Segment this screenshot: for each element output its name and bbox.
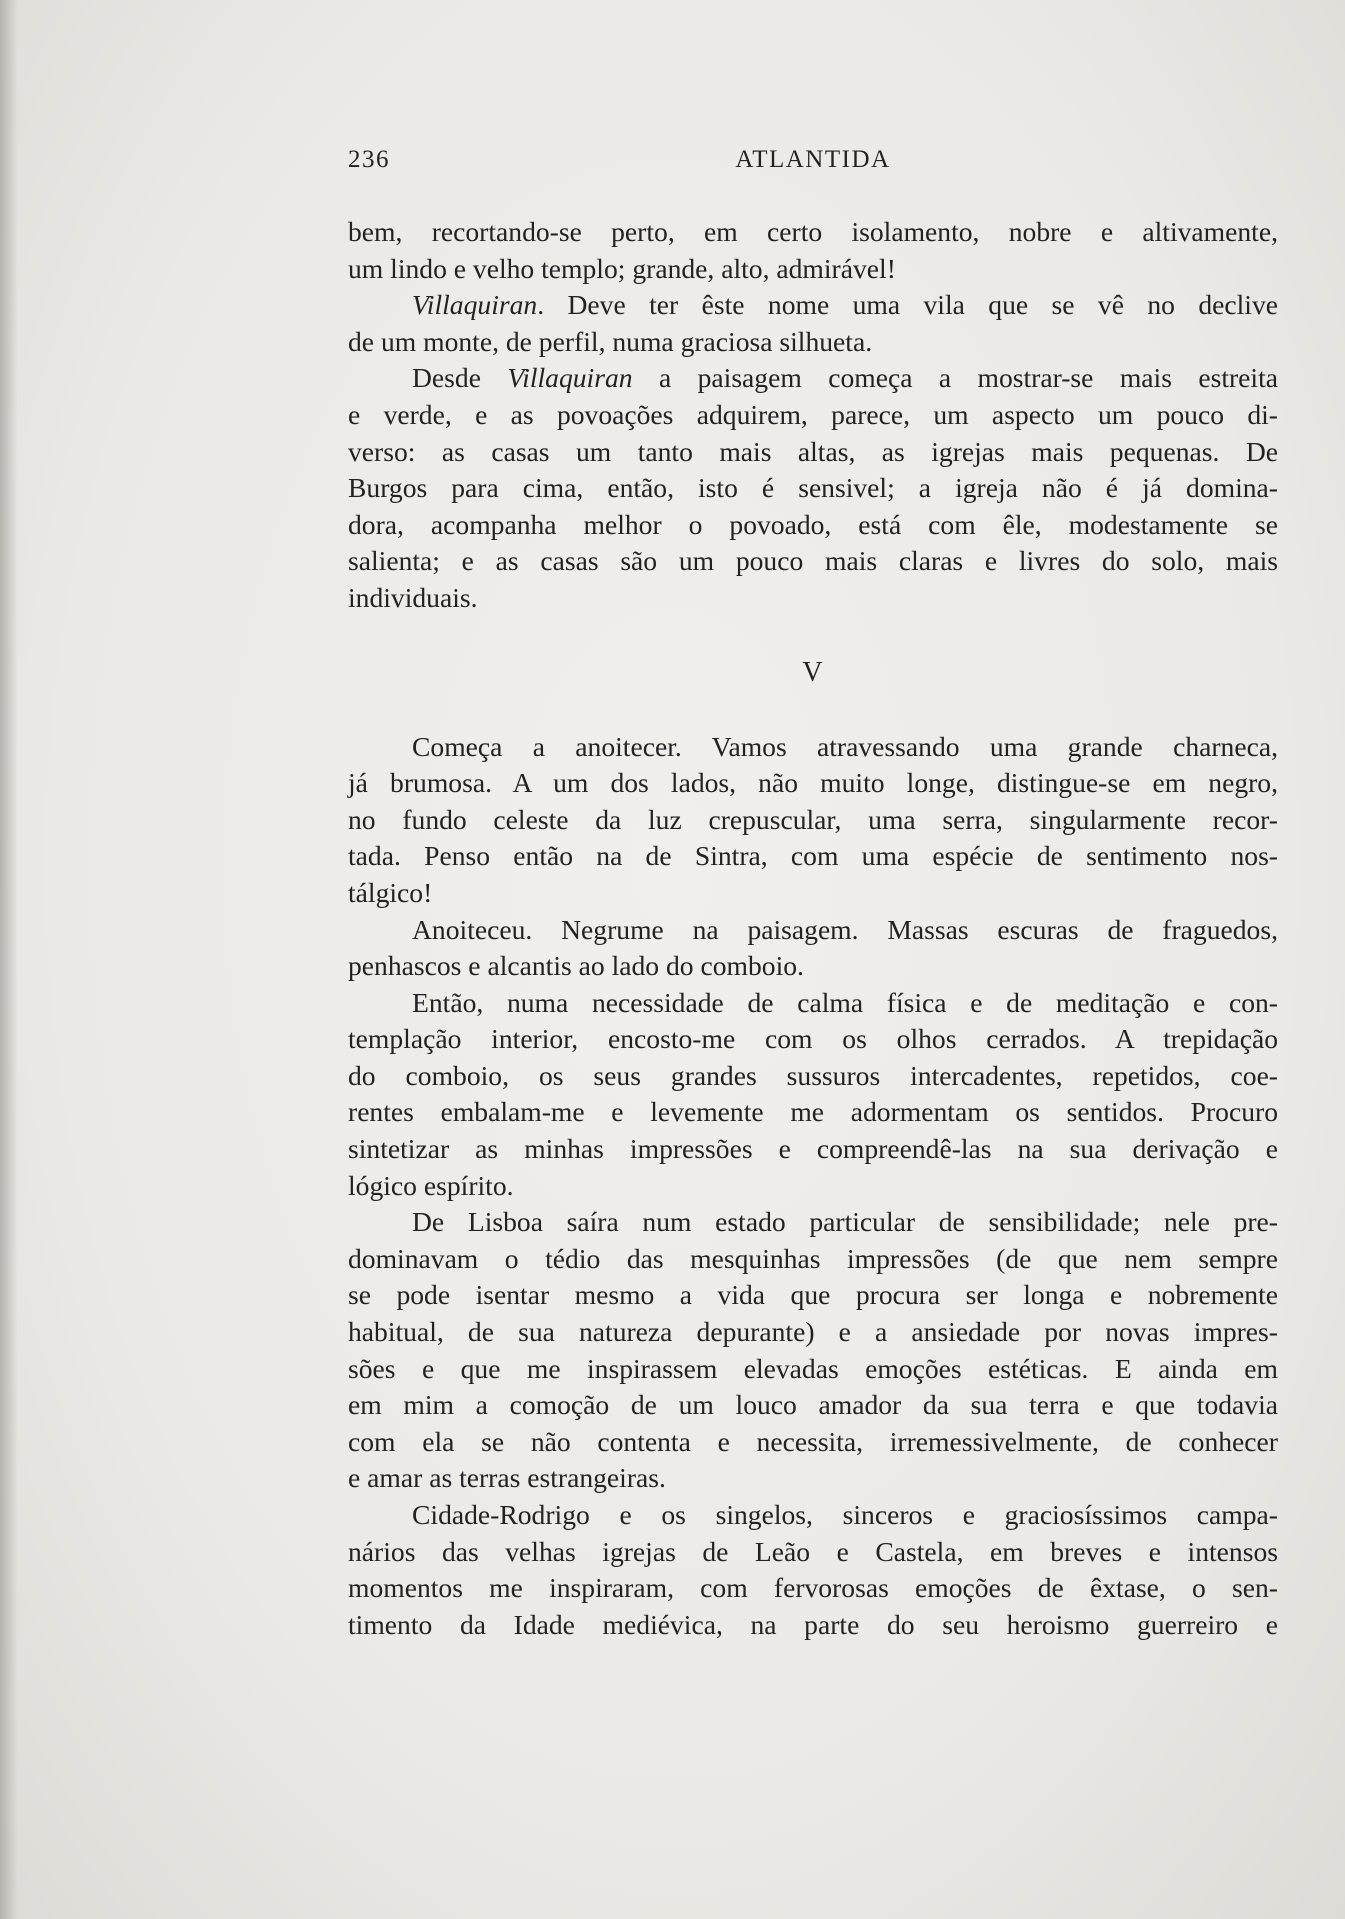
italic-place-name: Villaquiran xyxy=(507,362,633,394)
text-line: lógico espírito. xyxy=(348,1169,514,1201)
text-line: e amar as terras estrangeiras. xyxy=(348,1462,666,1494)
text-line: Começa a anoitecer. Vamos atravessando uma grande charneca, xyxy=(412,730,1278,762)
text-line: com ela se não contenta e necessita, irremessivelmente, de conhecer xyxy=(348,1425,1278,1457)
paragraphs-after-section xyxy=(348,729,1278,1644)
text-line: tálgico! xyxy=(348,876,433,908)
text-line: dora, acompanha melhor o povoado, está com êle, modestamente se xyxy=(348,508,1278,540)
paragraph xyxy=(348,214,1278,287)
italic-place-name: Villaquiran xyxy=(412,289,538,321)
text-line: habitual, de sua natureza depurante) e a ansiedade por novas impres- xyxy=(348,1316,1278,1348)
text-line: rentes embalam-me e levemente me adormentam os sentidos. Procuro xyxy=(348,1096,1278,1128)
paragraph xyxy=(348,360,1278,616)
paragraph xyxy=(348,912,1278,985)
text-line: De Lisboa saíra num estado particular de sensibilidade; nele pre- xyxy=(412,1206,1278,1238)
paragraphs-before-section xyxy=(348,214,1278,617)
text-line: já brumosa. A um dos lados, não muito longe, distingue-se em negro, xyxy=(348,767,1278,799)
text-line: Desde Villaquiran a paisagem começa a mostrar-se mais estreita xyxy=(412,362,1278,394)
text-line: bem, recortando-se perto, em certo isolamento, nobre e altivamente, xyxy=(348,216,1278,247)
text-line: Então, numa necessidade de calma física e de meditação e con- xyxy=(412,986,1278,1018)
text-line: do comboio, os seus grandes sussuros intercadentes, repetidos, coe- xyxy=(348,1059,1278,1091)
text-line: em mim a comoção de um louco amador da sua terra e que todavia xyxy=(348,1389,1278,1421)
text-line: timento da Idade mediévica, na parte do seu heroismo guerreiro e xyxy=(348,1608,1278,1640)
page-header xyxy=(348,146,1278,176)
page-number: 236 xyxy=(348,146,390,173)
text-line: salienta; e as casas são um pouco mais claras e livres do solo, mais xyxy=(348,545,1278,577)
text-line: penhascos e alcantis ao lado do comboio. xyxy=(348,950,804,982)
section-heading: V xyxy=(802,656,824,688)
running-title: ATLANTIDA xyxy=(735,146,891,173)
paragraph xyxy=(348,729,1278,912)
text-line: sões e que me inspirassem elevadas emoções estéticas. E ainda em xyxy=(348,1352,1278,1384)
text-line: individuais. xyxy=(348,581,478,613)
text-line: se pode isentar mesmo a vida que procura ser longa e nobremente xyxy=(348,1279,1278,1311)
text-line: momentos me inspiraram, com fervorosas emoções de êxtase, o sen- xyxy=(348,1572,1278,1604)
text-line: Burgos para cima, então, isto é sensivel; a igreja não é já domina- xyxy=(348,472,1278,504)
text-line: e verde, e as povoações adquirem, parece, um aspecto um pouco di- xyxy=(348,398,1278,430)
text-line: templação interior, encosto-me com os olhos cerrados. A trepidação xyxy=(348,1023,1278,1055)
text-line: nários das velhas igrejas de Leão e Castela, em breves e intensos xyxy=(348,1535,1278,1567)
paragraph xyxy=(348,1497,1278,1643)
text-line: de um monte, de perfil, numa graciosa silhueta. xyxy=(348,325,873,357)
paragraph xyxy=(348,287,1278,360)
text-line: Anoiteceu. Negrume na paisagem. Massas escuras de fraguedos, xyxy=(412,913,1278,945)
text-line: sintetizar as minhas impressões e compreendê-las na sua derivação e xyxy=(348,1133,1278,1165)
text-line: verso: as casas um tanto mais altas, as igrejas mais pequenas. De xyxy=(348,435,1278,467)
text-line: um lindo e velho templo; grande, alto, admirável! xyxy=(348,252,896,284)
paragraph xyxy=(348,985,1278,1205)
text-line: Cidade-Rodrigo e os singelos, sinceros e graciosíssimos campa- xyxy=(412,1499,1278,1530)
body-text xyxy=(348,214,1278,1643)
text-line: no fundo celeste da luz crepuscular, uma serra, singularmente recor- xyxy=(348,803,1278,835)
text-line: Villaquiran. Deve ter êste nome uma vila que se vê no declive xyxy=(412,289,1278,321)
text-line: dominavam o tédio das mesquinhas impressões (de que nem sempre xyxy=(348,1242,1278,1274)
paragraph xyxy=(348,1204,1278,1497)
text-line: tada. Penso então na de Sintra, com uma espécie de sentimento nos- xyxy=(348,840,1278,872)
